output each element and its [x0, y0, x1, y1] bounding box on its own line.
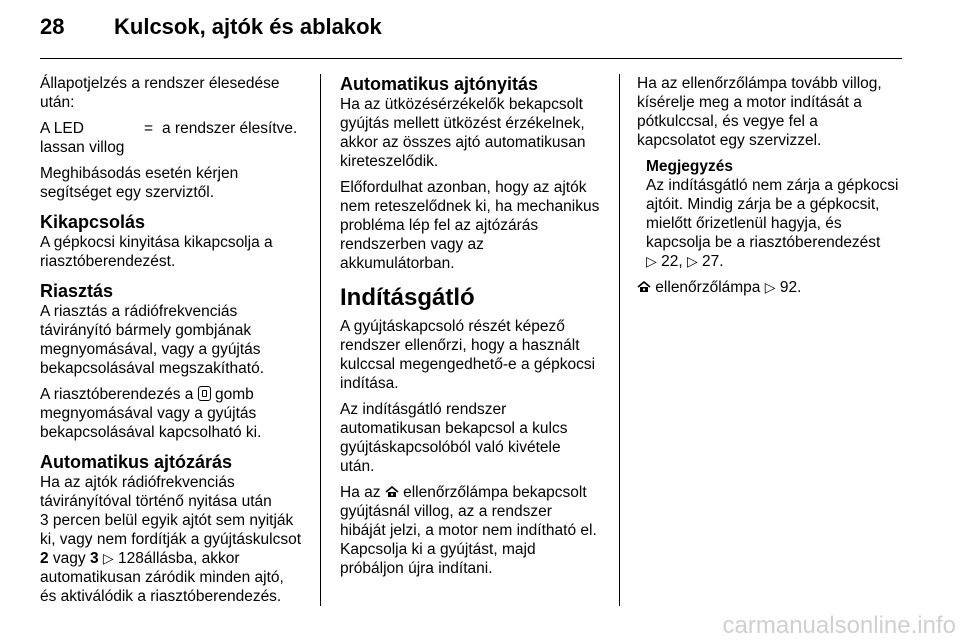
immobiliser-lamp-icon — [637, 281, 651, 293]
page-header — [40, 14, 902, 50]
col3-text-1: Ha az ellenőrzőlámpa tovább villog, kísérelje meg a motor indítását a pótkulccsal, és vegye fel a kapcsolatot egy szervizzel. — [637, 75, 882, 149]
heading-inditasgatlo: Indításgátló — [340, 284, 475, 311]
column-divider-1 — [320, 74, 321, 606]
led-label: A LED lassan villog — [40, 120, 125, 156]
kikapcsolas-text: A gépkocsi kinyitása kikapcsolja a riasztóberendezést. — [40, 234, 273, 270]
lamp-reference: ellenőrzőlámpa ▷ 92. — [637, 278, 902, 297]
inditasgatlo-text-1: A gyújtáskapcsoló részét képező rendszer ellenőrzi, hogy a használt kulccsal megengedhető-e a gépkocsi indítása. — [340, 318, 596, 392]
auto-nyitas-text-1: Ha az ütközésérzékelők bekapcsolt gyújtás mellett ütközést érzékelnek, akkor az összes ajtó automatikusan kireteszelődik. — [340, 96, 586, 170]
column-2 — [340, 74, 608, 585]
page-title: Kulcsok, ajtók és ablakok — [114, 14, 382, 39]
header-rule — [40, 58, 902, 59]
auto-zaras-text: Ha az ajtók rádiófrekvenciás távirányítóval történő nyitása után 3 percen belül egyik ajtót sem nyitják ki, vagy nem fordítják a gyújtáskulcsot 2 vagy 3 ▷ 128állásba, akkor automatikusan záródik minden ajtó, és aktiválódik a riasztóberendezés. — [40, 474, 302, 605]
riasztas-text-1: A riasztás a rádiófrekvenciás távirányító bármely gombjának megnyomásával, vagy a gyújtás bekapcsolásával megszakítható. — [40, 303, 265, 377]
note-heading: Megjegyzés — [646, 158, 734, 175]
heading-auto-zaras: Automatikus ajtózárás — [40, 452, 233, 472]
footer-watermark: carmanualsonline.info — [722, 612, 956, 639]
led-status-row — [40, 119, 308, 157]
arrow-reference-icon[interactable]: ▷ — [646, 253, 657, 269]
status-intro: Állapotjelzés a rendszer élesedése után: — [40, 75, 280, 111]
heading-kikapcsolas: Kikapcsolás — [40, 212, 146, 232]
riasztas-text-2: A riasztóberendezés a gomb megnyomásával vagy a gyújtás bekapcsolásával kapcsolható ki. — [40, 386, 262, 441]
column-divider-2 — [619, 74, 620, 606]
immobiliser-lamp-icon — [385, 486, 399, 498]
heading-auto-nyitas: Automatikus ajtónyitás — [340, 74, 539, 94]
note-block — [637, 157, 902, 271]
inditasgatlo-text-3: Ha az ellenőrzőlámpa bekapcsolt gyújtásnál villog, az a rendszer hibáját jelzi, a motor nem indítható el. Kapcsolja ki a gyújtást, majd próbáljon újra indítani. — [340, 484, 597, 577]
fault-text: Meghibásodás esetén kérjen segítséget egy szerviztől. — [40, 165, 239, 201]
column-3 — [637, 74, 902, 304]
lock-button-icon — [198, 386, 211, 401]
led-equals: = — [144, 120, 154, 137]
arrow-reference-icon[interactable]: ▷ — [764, 279, 776, 295]
arrow-reference-icon[interactable]: ▷ — [102, 550, 114, 566]
page-number: 28 — [40, 14, 65, 39]
arrow-reference-icon[interactable]: ▷ — [686, 253, 698, 269]
heading-riasztas: Riasztás — [40, 281, 114, 301]
note-text: Az indításgátló nem zárja a gépkocsi ajtóit. Mindig zárja be a gépkocsit, mielőtt őrizetlenül hagyja, és kapcsolja be a riasztóberendezést ▷ 22, ▷ 27. — [646, 177, 899, 270]
led-value: a rendszer élesítve. — [162, 120, 298, 137]
inditasgatlo-text-2: Az indításgátló rendszer automatikusan bekapcsol a kulcs gyújtáskapcsolóból való kivétele után. — [340, 401, 568, 475]
auto-nyitas-text-2: Előfordulhat azonban, hogy az ajtók nem reteszelődnek ki, ha mechanikus probléma lép fel az ajtózárás rendszerben vagy az akkumulátorban. — [340, 179, 600, 272]
column-1 — [40, 74, 308, 613]
